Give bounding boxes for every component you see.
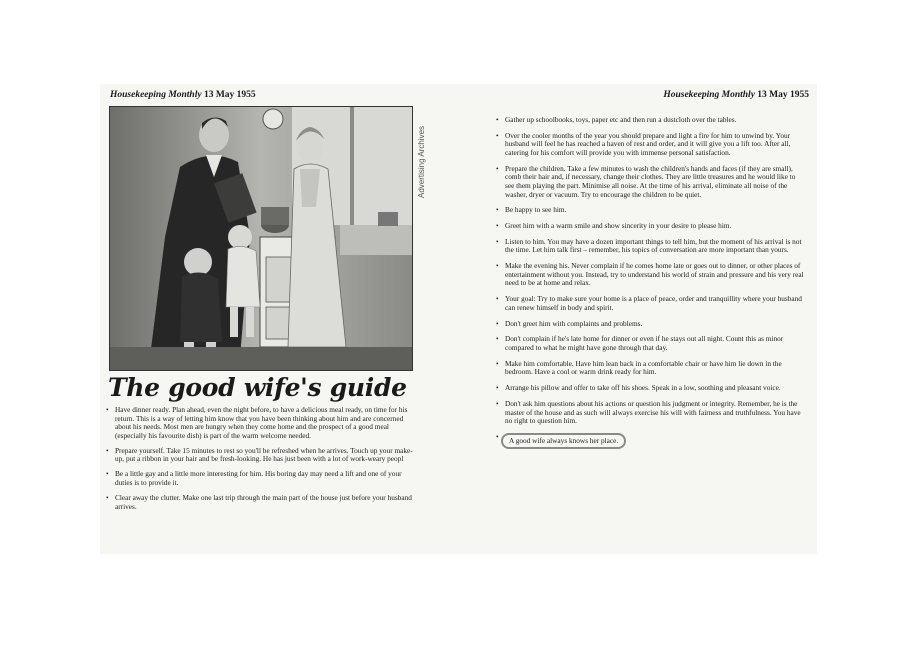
guide-item-text: Be happy to see him.	[505, 205, 567, 215]
right-page	[488, 84, 817, 554]
circled-final-item: A good wife always knows her place.	[501, 433, 626, 450]
bullet-icon: •	[496, 221, 499, 231]
bullet-icon: •	[106, 445, 109, 455]
magazine-spread	[100, 84, 817, 554]
guide-item-text: Gather up schoolbooks, toys, paper etc and then run a dustcloth over the tables.	[505, 115, 737, 124]
bullet-icon: •	[106, 405, 109, 414]
left-page-header	[110, 90, 256, 100]
bullet-icon: •	[496, 261, 499, 271]
bullet-icon: •	[496, 130, 499, 140]
issue-date: 13 May 1955	[203, 90, 256, 100]
guide-item-text: Don't greet him with complaints and problems.	[505, 318, 643, 328]
guide-item-text: Prepare yourself. Take 15 minutes to rest so you'll be refreshed when he arrives. Touch up your make-up, put a ribbon in your hair and be fresh-looking. He has just been with a lot of work-weary peopl	[115, 445, 413, 464]
bullet-icon: •	[496, 318, 499, 328]
bullet-icon: •	[496, 398, 499, 408]
guide-item-text: Arrange his pillow and offer to take off his shoes. Speak in a low, soothing and pleasant voice.	[505, 383, 781, 393]
guide-item-text: Clear away the clutter. Make one last trip through the main part of the house just before your husband arrives.	[115, 492, 412, 511]
bullet-icon: •	[496, 163, 499, 173]
magazine-name: Housekeeping Monthly	[110, 90, 202, 100]
guide-item	[106, 447, 419, 464]
guide-item-text: Make him comfortable. Have him lean back in a comfortable chair or have him lie down in the bedroom. Have a cool or warm drink ready for him.	[505, 358, 782, 377]
guide-item	[496, 262, 806, 288]
guide-item-text: Your goal: Try to make sure your home is a place of peace, order and tranquillity where your husband can renew himself in body and spirit.	[505, 294, 802, 312]
bullet-icon: •	[496, 205, 499, 215]
guide-item	[496, 384, 806, 393]
guide-item	[496, 132, 806, 158]
guide-item-text: Have dinner ready. Plan ahead, even the night before, to have a delicious meal ready, on time for his return. This is a way of letting him know that you have been thinking about him and are concerned about his needs. Most men are hungry when they come home and the prospect of a good meal (especially his favourite dish) is part of the warm welcome needed.	[115, 405, 408, 440]
bullet-icon: •	[106, 469, 109, 479]
bullet-icon: •	[496, 294, 499, 304]
bullet-icon: •	[496, 383, 499, 393]
guide-item	[106, 470, 419, 487]
kitchen-illustration	[110, 107, 412, 370]
guide-item	[496, 295, 806, 312]
guide-item	[496, 360, 806, 377]
bullet-icon: •	[496, 431, 499, 441]
issue-date: 13 May 1955	[757, 90, 809, 100]
guide-item	[496, 222, 806, 231]
guide-item	[496, 320, 806, 329]
left-page	[100, 84, 442, 554]
right-page-header	[663, 90, 809, 100]
bullet-icon: •	[496, 358, 499, 368]
guide-item	[496, 335, 806, 352]
right-guide-list	[496, 116, 806, 457]
bullet-icon: •	[496, 236, 499, 246]
guide-item-text: Make the evening his. Never complain if he comes home late or goes out to dinner, or other places of entertainment without you. Instead, try to understand his world of strain and pressure and his very real need to be at home and relax.	[505, 261, 804, 288]
photo-credit: Advertising Archives	[417, 125, 426, 198]
guide-item-text: Listen to him. You may have a dozen important things to tell him, but the moment of his arrival is not the time. Let him talk first – remember, his topics of conversation are more important than yours.	[505, 236, 802, 255]
bullet-icon: •	[496, 334, 499, 344]
bullet-icon: •	[106, 492, 109, 502]
guide-item	[496, 165, 806, 199]
guide-item	[496, 238, 806, 255]
guide-item-text: Prepare the children. Take a few minutes to wash the children's hands and faces (if they are small), comb their hair and, if necessary, change their clothes. They are little treasures and he would like to see them playing the part. Minimise all noise. At the time of his arrival, eliminate all noise of the washer, dryer or vacuum. Try to encourage the children to be quiet.	[505, 163, 796, 199]
kitchen-photo	[109, 106, 413, 371]
guide-item	[106, 494, 419, 511]
article-title: The good wife's guide	[108, 373, 407, 402]
guide-item-text: Be a little gay and a little more interesting for him. His boring day may need a lift and one of your duties is to provide it.	[115, 469, 402, 487]
guide-item	[496, 206, 806, 215]
guide-item	[496, 400, 806, 426]
guide-item-text: Don't complain if he's late home for dinner or even if he stays out all night. Count this as minor compared to what he might have gone through that day.	[505, 334, 784, 352]
left-guide-list	[106, 406, 419, 518]
guide-item-text: Greet him with a warm smile and show sincerity in your desire to please him.	[505, 221, 732, 231]
guide-item	[496, 116, 806, 125]
magazine-name: Housekeeping Monthly	[663, 90, 755, 100]
guide-item-text: Don't ask him questions about his actions or question his judgment or integrity. Remember, he is the master of the house and as such will always exercise his will with fairness and truthfulness. You have no right to question him.	[505, 398, 801, 426]
guide-item	[106, 406, 419, 440]
guide-item	[496, 433, 806, 450]
bullet-icon: •	[496, 115, 499, 124]
guide-item-text: Over the cooler months of the year you should prepare and light a fire for him to unwind by. Your husband will feel he has reached a haven of rest and order, and it will give you a lift too. After all, catering for his comfort will provide you with immense personal satisfaction.	[505, 130, 791, 157]
